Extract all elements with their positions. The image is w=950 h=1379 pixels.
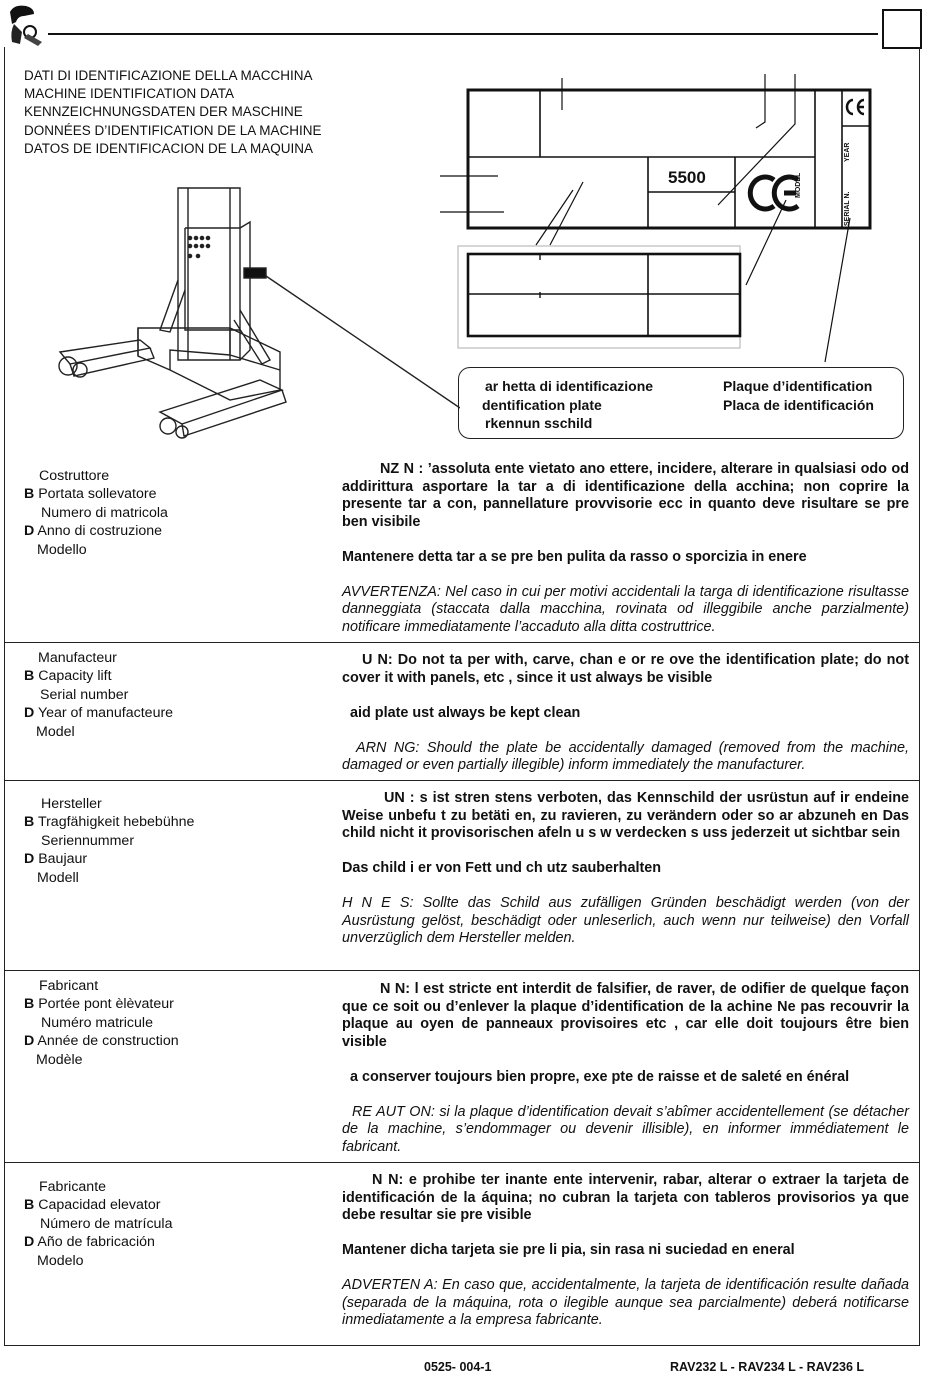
notice-warning: N N: l est stricte ent interdit de falsifier, de raver, de odifier de quelque façon que ce soit ou d’enlever la plaque d’identification de la achine Ne pas recouvrir la plaque au oyen de panneaux provisoires etc , car elle doit toujours être bien visible (342, 981, 909, 1050)
plate-label-it: ar hetta di identificazione (485, 378, 654, 394)
notice-clean: aid plate ust always be kept clean (350, 704, 581, 721)
legend-letter: B (24, 668, 35, 685)
notice-warning: U N: Do not ta per with, carve, chan e or re ove the identification plate; do not cover it with panels, etc , since it ust always be visible (342, 652, 909, 686)
notice-caution: RE AUT ON: si la plaque d’identification devait s’abîmer accidentellement (se détacher de la machine, s’endommager ou devenir illisible), en informer immédiatement le fabricant. (342, 1103, 909, 1155)
legend-item: Capacidad elevator (38, 1197, 161, 1214)
notice-clean: a conserver toujours bien propre, exe pte de raisse et de saleté en énéral (350, 1068, 850, 1085)
legend-it (24, 467, 168, 559)
legend-letter: B (24, 1197, 35, 1214)
section-divider (4, 970, 920, 971)
legend-item: Capacity lift (38, 668, 112, 685)
legend-letter: D (24, 705, 35, 722)
plate-label-es: Placa de identificación (723, 397, 874, 413)
legend-letter: D (24, 851, 35, 868)
plate-number: 5500 (668, 168, 706, 187)
notice-clean: Mantener dicha tarjeta sie pre li pia, sin rasa ni suciedad en eneral (342, 1242, 795, 1259)
notice-caution: AVVERTENZA: Nel caso in cui per motivi accidentali la targa di identificazione risultasse danneggiata (staccata dalla macchina, rovinata od illeggibile anche parzialmente) notificare immediatamente l’accaduto alla ditta costruttrice. (342, 583, 909, 635)
notice-it (342, 461, 909, 654)
plate-serial-label: SERIAL N. (844, 191, 851, 226)
legend-en (24, 649, 173, 741)
plate-label-box (458, 367, 904, 439)
legend-item: Modelo (37, 1252, 84, 1269)
legend-item: Costruttore (39, 468, 110, 484)
title-fr: DONNÉES D’IDENTIFICATION DE LA MACHINE (24, 122, 322, 138)
legend-item: Hersteller (41, 796, 102, 812)
legend-item: Manufacteur (38, 650, 117, 666)
legend-letter: D (24, 1033, 35, 1050)
legend-item: Número de matrícula (40, 1215, 173, 1232)
legend-fr (24, 977, 179, 1069)
legend-es (24, 1178, 172, 1270)
plate-model-label: MODEL (795, 172, 802, 198)
identification-titles (24, 67, 322, 158)
notice-clean: Mantenere detta tar a se pre ben pulita da rasso o sporcizia in enere (342, 548, 807, 565)
legend-item: Modèle (36, 1051, 83, 1068)
header-rule (48, 33, 878, 35)
legend-item: Serial number (40, 686, 129, 703)
plate-label-fr: Plaque d’identification (723, 378, 873, 394)
notice-warning: UN : s ist stren stens verboten, das Kennschild der usrüstun auf ir endeine Weise unbefu t zu betäti en, zu ravieren, zu verändern oder so ar abzuneh en Das child nicht it provisorischen afeln u s w verdecken s uss jederzeit ut sichtbar sein (342, 790, 909, 842)
plate-label-en: dentification plate (482, 397, 602, 413)
legend-item: Fabricant (39, 978, 99, 994)
notice-caution: ADVERTEN A: En caso que, accidentalmente, la tarjeta de identificación resulte dañada (separada de la máquina, rota o ilegible aunque sea parcialmente) deberá notificarse inmediatamente a la empresa fabricante. (342, 1277, 909, 1329)
notice-caution: ARN NG: Should the plate be accidentally damaged (removed from the machine, damaged or even partially illegible) inform immediately the manufacturer. (342, 739, 909, 774)
legend-letter: D (24, 1234, 35, 1251)
legend-item: Portée pont èlèvateur (38, 996, 174, 1013)
plate-label-de: rkennun sschild (485, 415, 593, 431)
notice-de (342, 790, 909, 965)
legend-item: Numero di matricola (41, 504, 168, 521)
legend-item: Año de fabricación (37, 1234, 155, 1251)
notice-en (342, 652, 909, 792)
title-en: MACHINE IDENTIFICATION DATA (24, 86, 235, 102)
legend-item: Baujaur (38, 851, 88, 868)
brand-logo (4, 2, 42, 48)
title-de: KENNZEICHNUNGSDATEN DER MASCHINE (24, 104, 303, 120)
legend-letter: D (24, 523, 35, 540)
title-es: DATOS DE IDENTIFICACION DE LA MAQUINA (24, 140, 314, 156)
plate-year-label: YEAR (844, 142, 851, 162)
legend-item: Modell (37, 869, 79, 886)
legend-letter: B (24, 814, 35, 831)
identification-plate-drawing (440, 70, 910, 370)
legend-de (24, 795, 194, 887)
notice-warning: N N: e prohibe ter inante ente intervenir, rabar, alterar o extraer la tarjeta de identificación de la áquina; no cubran la tarjeta con tableros provisorios ya que debe resultar sie pre visible (342, 1172, 909, 1224)
page-number-box (882, 9, 922, 49)
notice-fr (342, 981, 909, 1174)
legend-item: Tragfähigkeit hebebühne (37, 814, 195, 831)
legend-item: Seriennummer (41, 832, 135, 849)
legend-item: Year of manufacteure (37, 705, 174, 722)
title-it: DATI DI IDENTIFICAZIONE DELLA MACCHINA (24, 68, 313, 83)
legend-item: Portata sollevatore (38, 486, 157, 503)
legend-letter: B (24, 996, 35, 1013)
notice-clean: Das child i er von Fett und ch utz sauberhalten (342, 860, 662, 877)
model-list: RAV232 L - RAV234 L - RAV236 L (670, 1360, 865, 1374)
lift-illustration (50, 180, 460, 450)
legend-item: Model (36, 723, 75, 740)
legend-item: Modello (37, 541, 87, 558)
legend-letter: B (24, 486, 35, 503)
notice-es (342, 1172, 909, 1347)
legend-item: Année de construction (37, 1033, 179, 1050)
notice-warning: NZ N : ’assoluta ente vietato ano ettere, incidere, alterare in qualsiasi odo od addirittura asportare la tar a di identificazione della acchina; non coprire la presente tar a con, pannellature provvisorie ecc in quanto deve risultare se pre ben visibile (342, 461, 909, 530)
legend-item: Anno di costruzione (37, 523, 163, 540)
legend-item: Numéro matricule (41, 1014, 153, 1031)
notice-caution: H N E S: Sollte das Schild aus zufälligen Gründen beschädigt werden (von der Ausrüstung gelöst, beschädigt oder unleserlich, auch wenn nur teilweise) den Vorfall unverzüglich dem Hersteller melden. (342, 895, 909, 947)
document-code: 0525- 004-1 (424, 1360, 492, 1374)
legend-item: Fabricante (39, 1179, 107, 1195)
